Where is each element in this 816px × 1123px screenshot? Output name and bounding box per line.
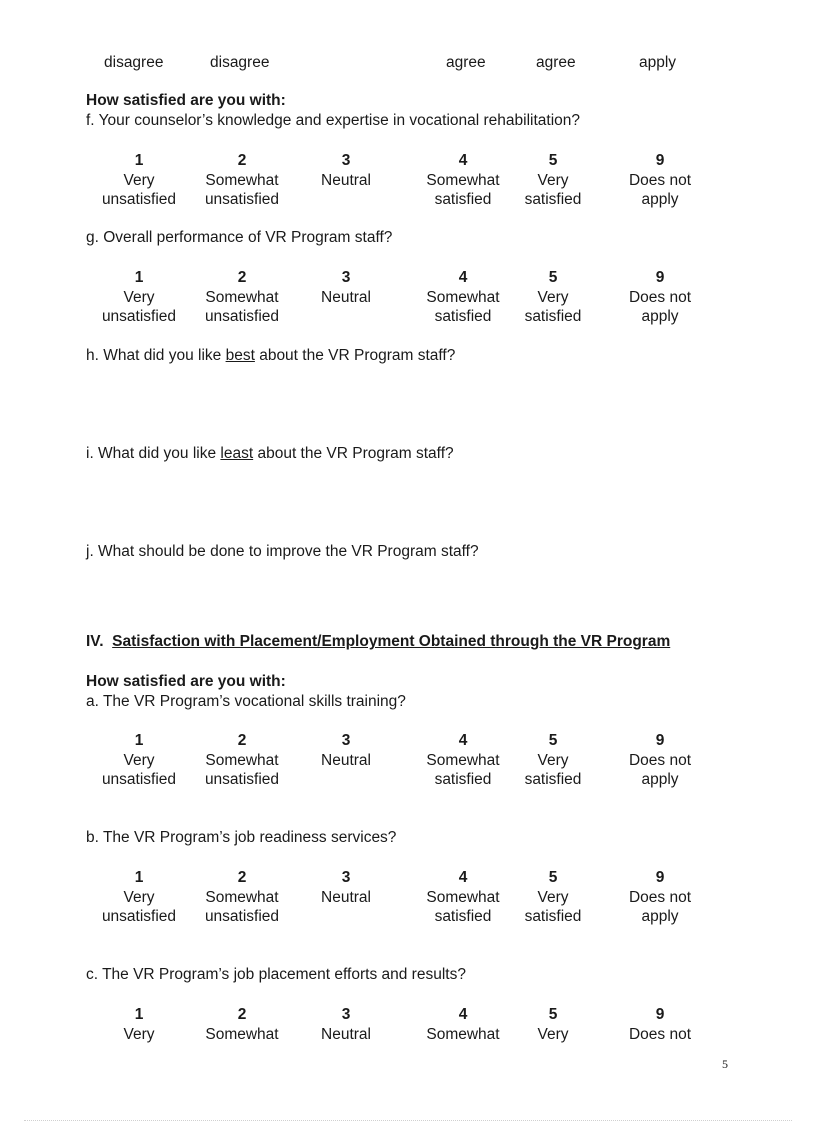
scale-option-label: Somewhat — [426, 888, 500, 906]
scale-option-number: 5 — [548, 269, 558, 286]
scale-option-label: Does not — [628, 751, 692, 769]
scale-option-sublabel: satisfied — [524, 908, 582, 925]
scale-option-number: 2 — [237, 732, 247, 749]
scale-option-number: 1 — [134, 269, 144, 286]
scale-option-9 — [600, 868, 720, 927]
scale-option-sublabel: apply — [641, 908, 679, 925]
scale-option-sublabel: unsatisfied — [204, 771, 280, 788]
scale-option-number: 4 — [458, 269, 468, 286]
top-row-agree-2: agree — [536, 54, 576, 71]
question-iv-b: b. The VR Program’s job readiness services? — [86, 829, 397, 846]
rating-scale-iv-b — [0, 868, 816, 928]
scale-option-label: Does not — [628, 288, 692, 306]
scale-option-label: Neutral — [321, 751, 371, 769]
scale-option-number: 4 — [458, 1006, 468, 1023]
scale-option-9 — [600, 731, 720, 790]
scale-option-number: 4 — [458, 152, 468, 169]
scale-option-sublabel: satisfied — [524, 308, 582, 325]
scale-option-number: 3 — [341, 152, 351, 169]
scale-option-sublabel: unsatisfied — [101, 308, 177, 325]
scale-option-number: 9 — [655, 732, 665, 749]
scale-option-5 — [493, 268, 613, 327]
scale-option-9 — [600, 268, 720, 327]
scale-option-label: Very — [123, 171, 155, 189]
emphasis-best: best — [225, 347, 255, 364]
scale-option-number: 2 — [237, 869, 247, 886]
scale-option-number: 9 — [655, 869, 665, 886]
scale-option-1 — [79, 151, 199, 210]
top-row-disagree-2: disagree — [210, 54, 270, 71]
scale-option-label: Somewhat — [205, 288, 279, 306]
scale-option-number: 3 — [341, 269, 351, 286]
scale-option-3 — [286, 731, 406, 770]
top-row-disagree-1: disagree — [104, 54, 164, 71]
scale-option-number: 3 — [341, 1006, 351, 1023]
top-row-agree-1: agree — [446, 54, 486, 71]
scale-option-number: 1 — [134, 869, 144, 886]
scale-option-number: 2 — [237, 152, 247, 169]
scale-option-number: 3 — [341, 869, 351, 886]
scale-option-label: Somewhat — [426, 751, 500, 769]
scale-option-sublabel: unsatisfied — [204, 308, 280, 325]
scale-option-2 — [182, 268, 302, 327]
scale-option-number: 2 — [237, 1006, 247, 1023]
scale-option-label: Somewhat — [205, 888, 279, 906]
scale-option-label: Does not — [628, 171, 692, 189]
scale-option-label: Neutral — [321, 288, 371, 306]
scale-option-number: 3 — [341, 732, 351, 749]
how-satisfied-heading-iv: How satisfied are you with: — [86, 673, 286, 690]
scale-option-label: Somewhat — [426, 1025, 500, 1043]
scale-option-number: 5 — [548, 1006, 558, 1023]
scale-option-sublabel: unsatisfied — [204, 908, 280, 925]
scale-option-sublabel: satisfied — [434, 908, 492, 925]
scale-option-sublabel: apply — [641, 308, 679, 325]
scale-option-sublabel: satisfied — [434, 771, 492, 788]
scale-option-5 — [493, 868, 613, 927]
page-bottom-divider — [24, 1120, 792, 1121]
question-g: g. Overall performance of VR Program staff? — [86, 229, 393, 246]
scale-option-label: Neutral — [321, 888, 371, 906]
scale-option-5 — [493, 731, 613, 790]
scale-option-1 — [79, 1005, 199, 1044]
scale-option-label: Very — [537, 1025, 569, 1043]
scale-option-number: 9 — [655, 1006, 665, 1023]
scale-option-number: 5 — [548, 152, 558, 169]
scale-option-3 — [286, 151, 406, 190]
scale-option-number: 1 — [134, 732, 144, 749]
scale-option-number: 9 — [655, 269, 665, 286]
scale-option-sublabel: satisfied — [434, 308, 492, 325]
scale-option-sublabel: satisfied — [524, 771, 582, 788]
scale-option-label: Very — [123, 1025, 155, 1043]
question-i: i. What did you like least about the VR Program staff? — [86, 445, 454, 462]
scale-option-2 — [182, 731, 302, 790]
scale-option-5 — [493, 151, 613, 210]
scale-option-number: 5 — [548, 869, 558, 886]
question-j: j. What should be done to improve the VR Program staff? — [86, 543, 479, 560]
scale-option-label: Very — [123, 288, 155, 306]
page-number: 5 — [722, 1057, 728, 1071]
scale-option-label: Somewhat — [426, 171, 500, 189]
scale-option-label: Very — [537, 888, 569, 906]
rating-scale-iv-c — [0, 1005, 816, 1065]
question-iv-a: a. The VR Program’s vocational skills training? — [86, 693, 406, 710]
scale-option-2 — [182, 151, 302, 210]
scale-option-number: 1 — [134, 152, 144, 169]
scale-option-label: Very — [123, 751, 155, 769]
scale-option-9 — [600, 1005, 720, 1044]
scale-option-label: Very — [537, 171, 569, 189]
rating-scale-f — [0, 151, 816, 211]
scale-option-number: 5 — [548, 732, 558, 749]
scale-option-sublabel: unsatisfied — [101, 191, 177, 208]
scale-option-sublabel: unsatisfied — [101, 908, 177, 925]
scale-option-label: Very — [537, 288, 569, 306]
scale-option-label: Neutral — [321, 1025, 371, 1043]
scale-option-number: 9 — [655, 152, 665, 169]
question-f: f. Your counselor’s knowledge and expertise in vocational rehabilitation? — [86, 112, 581, 129]
scale-option-sublabel: satisfied — [524, 191, 582, 208]
scale-option-label: Somewhat — [205, 751, 279, 769]
scale-option-number: 4 — [458, 869, 468, 886]
question-h: h. What did you like best about the VR Program staff? — [86, 347, 456, 364]
scale-option-sublabel: unsatisfied — [101, 771, 177, 788]
emphasis-least: least — [220, 445, 254, 462]
scale-option-1 — [79, 868, 199, 927]
scale-option-3 — [286, 868, 406, 907]
scale-option-label: Somewhat — [205, 1025, 279, 1043]
scale-option-3 — [286, 268, 406, 307]
section-iv-heading: IV. Satisfaction with Placement/Employment Obtained through the VR Program — [86, 633, 671, 650]
scale-option-2 — [182, 1005, 302, 1044]
scale-option-number: 4 — [458, 732, 468, 749]
rating-scale-iv-a — [0, 731, 816, 791]
scale-option-3 — [286, 1005, 406, 1044]
top-row-apply: apply — [639, 54, 677, 71]
scale-option-label: Very — [537, 751, 569, 769]
scale-option-label: Does not — [628, 1025, 692, 1043]
scale-option-5 — [493, 1005, 613, 1044]
how-satisfied-heading: How satisfied are you with: — [86, 92, 286, 109]
rating-scale-g — [0, 268, 816, 328]
scale-option-label: Somewhat — [426, 288, 500, 306]
scale-option-label: Very — [123, 888, 155, 906]
scale-option-2 — [182, 868, 302, 927]
scale-option-sublabel: apply — [641, 191, 679, 208]
scale-option-label: Neutral — [321, 171, 371, 189]
scale-option-sublabel: apply — [641, 771, 679, 788]
scale-option-label: Somewhat — [205, 171, 279, 189]
scale-option-1 — [79, 731, 199, 790]
scale-option-1 — [79, 268, 199, 327]
scale-option-label: Does not — [628, 888, 692, 906]
scale-option-number: 2 — [237, 269, 247, 286]
scale-option-sublabel: satisfied — [434, 191, 492, 208]
question-iv-c: c. The VR Program’s job placement efforts and results? — [86, 966, 466, 983]
scale-option-number: 1 — [134, 1006, 144, 1023]
scale-option-sublabel: unsatisfied — [204, 191, 280, 208]
scale-option-9 — [600, 151, 720, 210]
